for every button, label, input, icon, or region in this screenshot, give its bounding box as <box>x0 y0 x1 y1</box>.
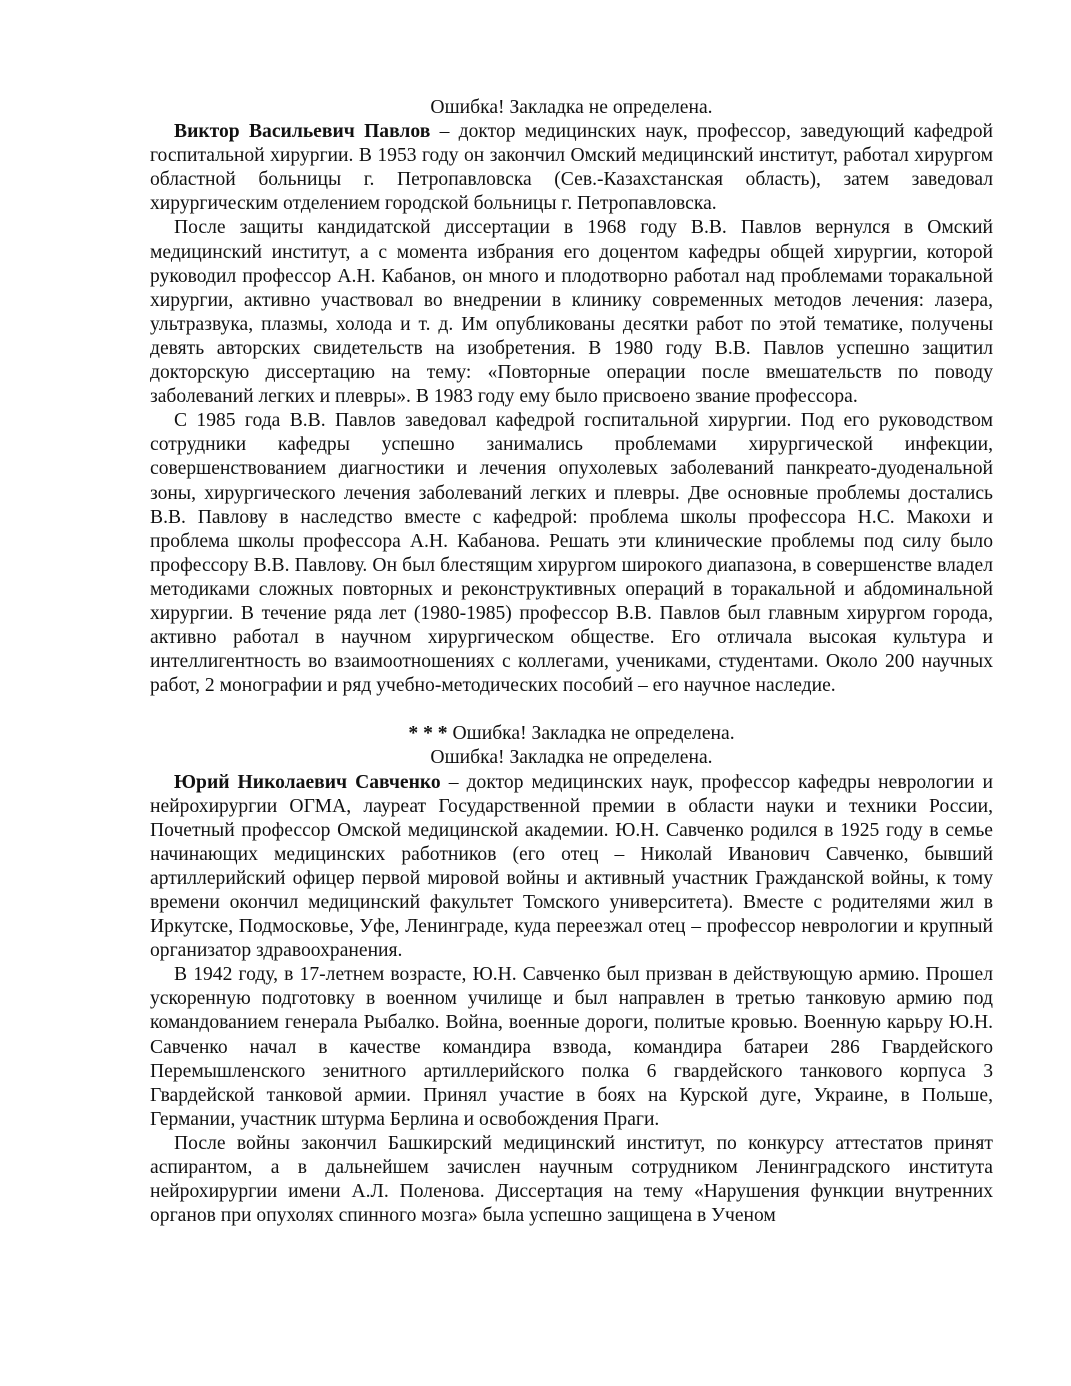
separator-stars: * * * <box>408 723 448 745</box>
section-gap <box>150 698 993 722</box>
savchenko-paragraph-1 <box>150 771 993 964</box>
savchenko-paragraph-3: После войны закончил Башкирский медицинский институт, по конкурсу аттестатов принят аспирантом, а в дальнейшем зачислен научным сотрудником Ленинградского института нейрохирургии имени А.Л. Поленова. Диссертация на тему «Нарушения функции внутренних органов при опухолях спинного мозга» была успешно защищена в Ученом <box>150 1132 993 1227</box>
pavlov-name: Виктор Васильевич Павлов <box>174 121 431 143</box>
pavlov-paragraph-1-text: – доктор медицинских наук, профессор, заведующий кафедрой госпитальной хирургии. В 1953 году он закончил Омский медицинский институт, работал хирургом областной больницы г. Петропавловска (Сев.-Казахстанская область), затем заведовал хирургическим отделением городской больницы г. Петропавловска. <box>150 121 993 215</box>
bookmark-error-heading-2: Ошибка! Закладка не определена. <box>452 723 735 745</box>
pavlov-paragraph-2: После защиты кандидатской диссертации в 1968 году В.В. Павлов вернулся в Омский медицинский институт, а с момента избрания его доцентом кафедры общей хирургии, которой руководил профессор А.Н. Кабанов, он много и плодотворно работал над проблемами торакальной хирургии, активно участвовал во внедрении в клинику современных методов лечения: лазера, ультразвука, плазмы, холода и т. д. Им опубликованы десятки работ по этой тематике, получены девять авторских свидетельств на изобретения. В 1980 году В.В. Павлов успешно защитил докторскую диссертацию на тему: «Повторные операции после вмешательств по поводу заболеваний легких и плевры». В 1983 году ему было присвоено звание профессора. <box>150 217 993 408</box>
section-separator <box>150 722 993 746</box>
savchenko-paragraph-1-text: – доктор медицинских наук, профессор кафедры неврологии и нейрохирургии ОГМА, лауреат Государственной премии в области науки и техники России, Почетный профессор Омской медицинской академии. Ю.Н. Савченко родился в 1925 году в семье начинающих медицинских работников (его отец – Николай Иванович Савченко, бывший артиллерийский офицер первой мировой войны и активный участник Гражданской войны, к тому времени окончил медицинский факультет Томского университета). Вместе с родителями жил в Иркутске, Подмосковье, Уфе, Ленинграде, куда переезжал отец – профессор неврологии и крупный организатор здравоохранения. <box>150 771 993 962</box>
pavlov-paragraph-3: С 1985 года В.В. Павлов заведовал кафедрой госпитальной хирургии. Под его руководством сотрудники кафедры успешно занимались проблемами хирургической инфекции, совершенствованием диагностики и лечения опухолевых заболеваний панкреато-дуоденальной зоны, хирургического лечения заболеваний легких и плевры. Две основные проблемы достались В.В. Павлову в наследство вместе с кафедрой: проблема школы профессора Н.С. Макохи и проблема школы профессора А.Н. Кабанова. Решать эти клинические проблемы под силу было профессору В.В. Павлову. Он был блестящим хирургом широкого диапазона, в совершенстве владел методиками сложных повторных и реконструктивных операций в торакальной и абдоминальной хирургии. В течение ряда лет (1980-1985) профессор В.В. Павлов был главным хирургом города, активно работал в научном хирургическом обществе. Его отличала высокая культура и интеллигентность во взаимоотношениях с коллегами, учениками, студентами. Около 200 научных работ, 2 монографии и ряд учебно-методических пособий – его научное наследие. <box>150 410 993 697</box>
pavlov-paragraph-1 <box>150 120 993 216</box>
savchenko-name: Юрий Николаевич Савченко <box>174 771 441 793</box>
bookmark-error-heading-1: Ошибка! Закладка не определена. <box>430 97 713 118</box>
document-page <box>150 96 993 1228</box>
savchenko-paragraph-2: В 1942 году, в 17-летнем возрасте, Ю.Н. Савченко был призван в действующую армию. Прошел ускоренную подготовку в военном училище и был направлен в третью танковую армию под командованием генерала Рыбалко. Война, военные дороги, политые кровью. Военную карьру Ю.Н. Савченко начал в качестве командира взвода, командира батареи 286 Гвардейского Перемышленского зенитного артиллерийского полка 6 гвардейского танкового корпуса 3 Гвардейской танковой армии. Принял участие в боях на Курской дуге, Украине, в Польше, Германии, участник штурма Берлина и освобождения Праги. <box>150 964 993 1130</box>
bookmark-error-heading-3: Ошибка! Закладка не определена. <box>430 747 713 769</box>
